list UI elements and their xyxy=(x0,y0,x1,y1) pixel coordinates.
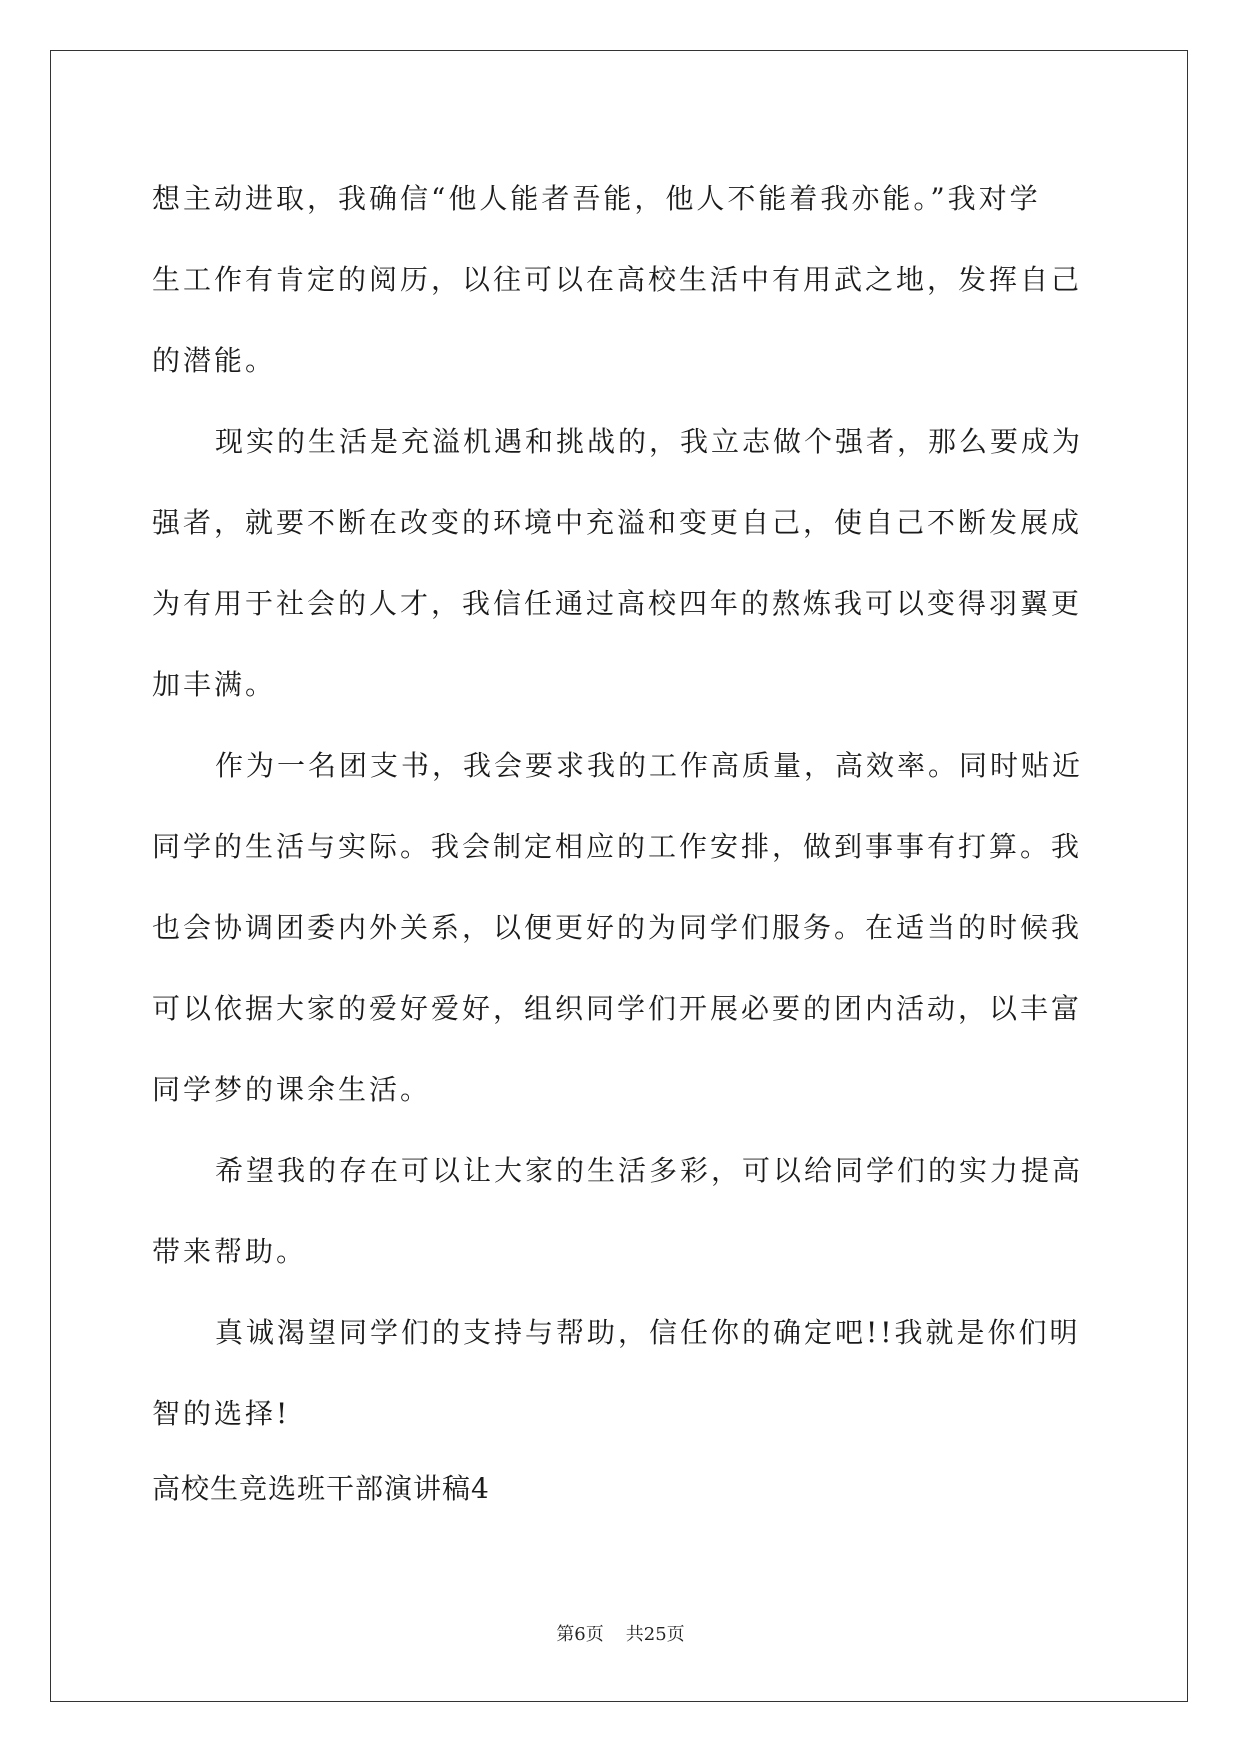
paragraph-5 xyxy=(152,1292,1092,1454)
text-line: 为有用于社会的人才，我信任通过高校四年的熬炼我可以变得羽翼更 xyxy=(152,587,1083,620)
text-line: 智的选择! xyxy=(152,1397,291,1430)
page-footer xyxy=(0,1620,1241,1646)
text-line: 生工作有肯定的阅历，以往可以在高校生活中有用武之地，发挥自己 xyxy=(152,263,1083,296)
section-heading: 高校生竞选班干部演讲稿4 xyxy=(152,1472,490,1505)
text-line: 真诚渴望同学们的支持与帮助，信任你的确定吧!!我就是你们明 xyxy=(215,1316,1081,1349)
text-line: 作为一名团支书，我会要求我的工作高质量，高效率。同时贴近 xyxy=(215,749,1084,782)
text-line: 现实的生活是充溢机遇和挑战的，我立志做个强者，那么要成为 xyxy=(215,425,1084,458)
page-count: 共25页 xyxy=(625,1624,685,1645)
text-line: 可以依据大家的爱好爱好，组织同学们开展必要的团内活动，以丰富 xyxy=(152,992,1083,1025)
text-line: 带来帮助。 xyxy=(152,1235,308,1268)
page-number: 第6页 xyxy=(556,1624,604,1645)
text-line: 也会协调团委内外关系，以便更好的为同学们服务。在适当的时候我 xyxy=(152,911,1083,944)
text-line: 希望我的存在可以让大家的生活多彩，可以给同学们的实力提高 xyxy=(215,1154,1084,1187)
text-line: 的潜能。 xyxy=(152,344,277,377)
text-line: 同学的生活与实际。我会制定相应的工作安排，做到事事有打算。我 xyxy=(152,830,1083,863)
text-line: 加丰满。 xyxy=(152,668,277,701)
text-line: 强者，就要不断在改变的环境中充溢和变更自己，使自己不断发展成 xyxy=(152,506,1083,539)
paragraph-4 xyxy=(152,1130,1092,1292)
paragraph-3 xyxy=(152,725,1092,1130)
document-body xyxy=(152,158,1092,1524)
paragraph-2 xyxy=(152,401,1092,725)
paragraph-1 xyxy=(152,158,1092,401)
text-line: 想主动进取，我确信“他人能者吾能，他人不能着我亦能。”我对学 xyxy=(152,182,1041,215)
text-line: 同学梦的课余生活。 xyxy=(152,1073,432,1106)
